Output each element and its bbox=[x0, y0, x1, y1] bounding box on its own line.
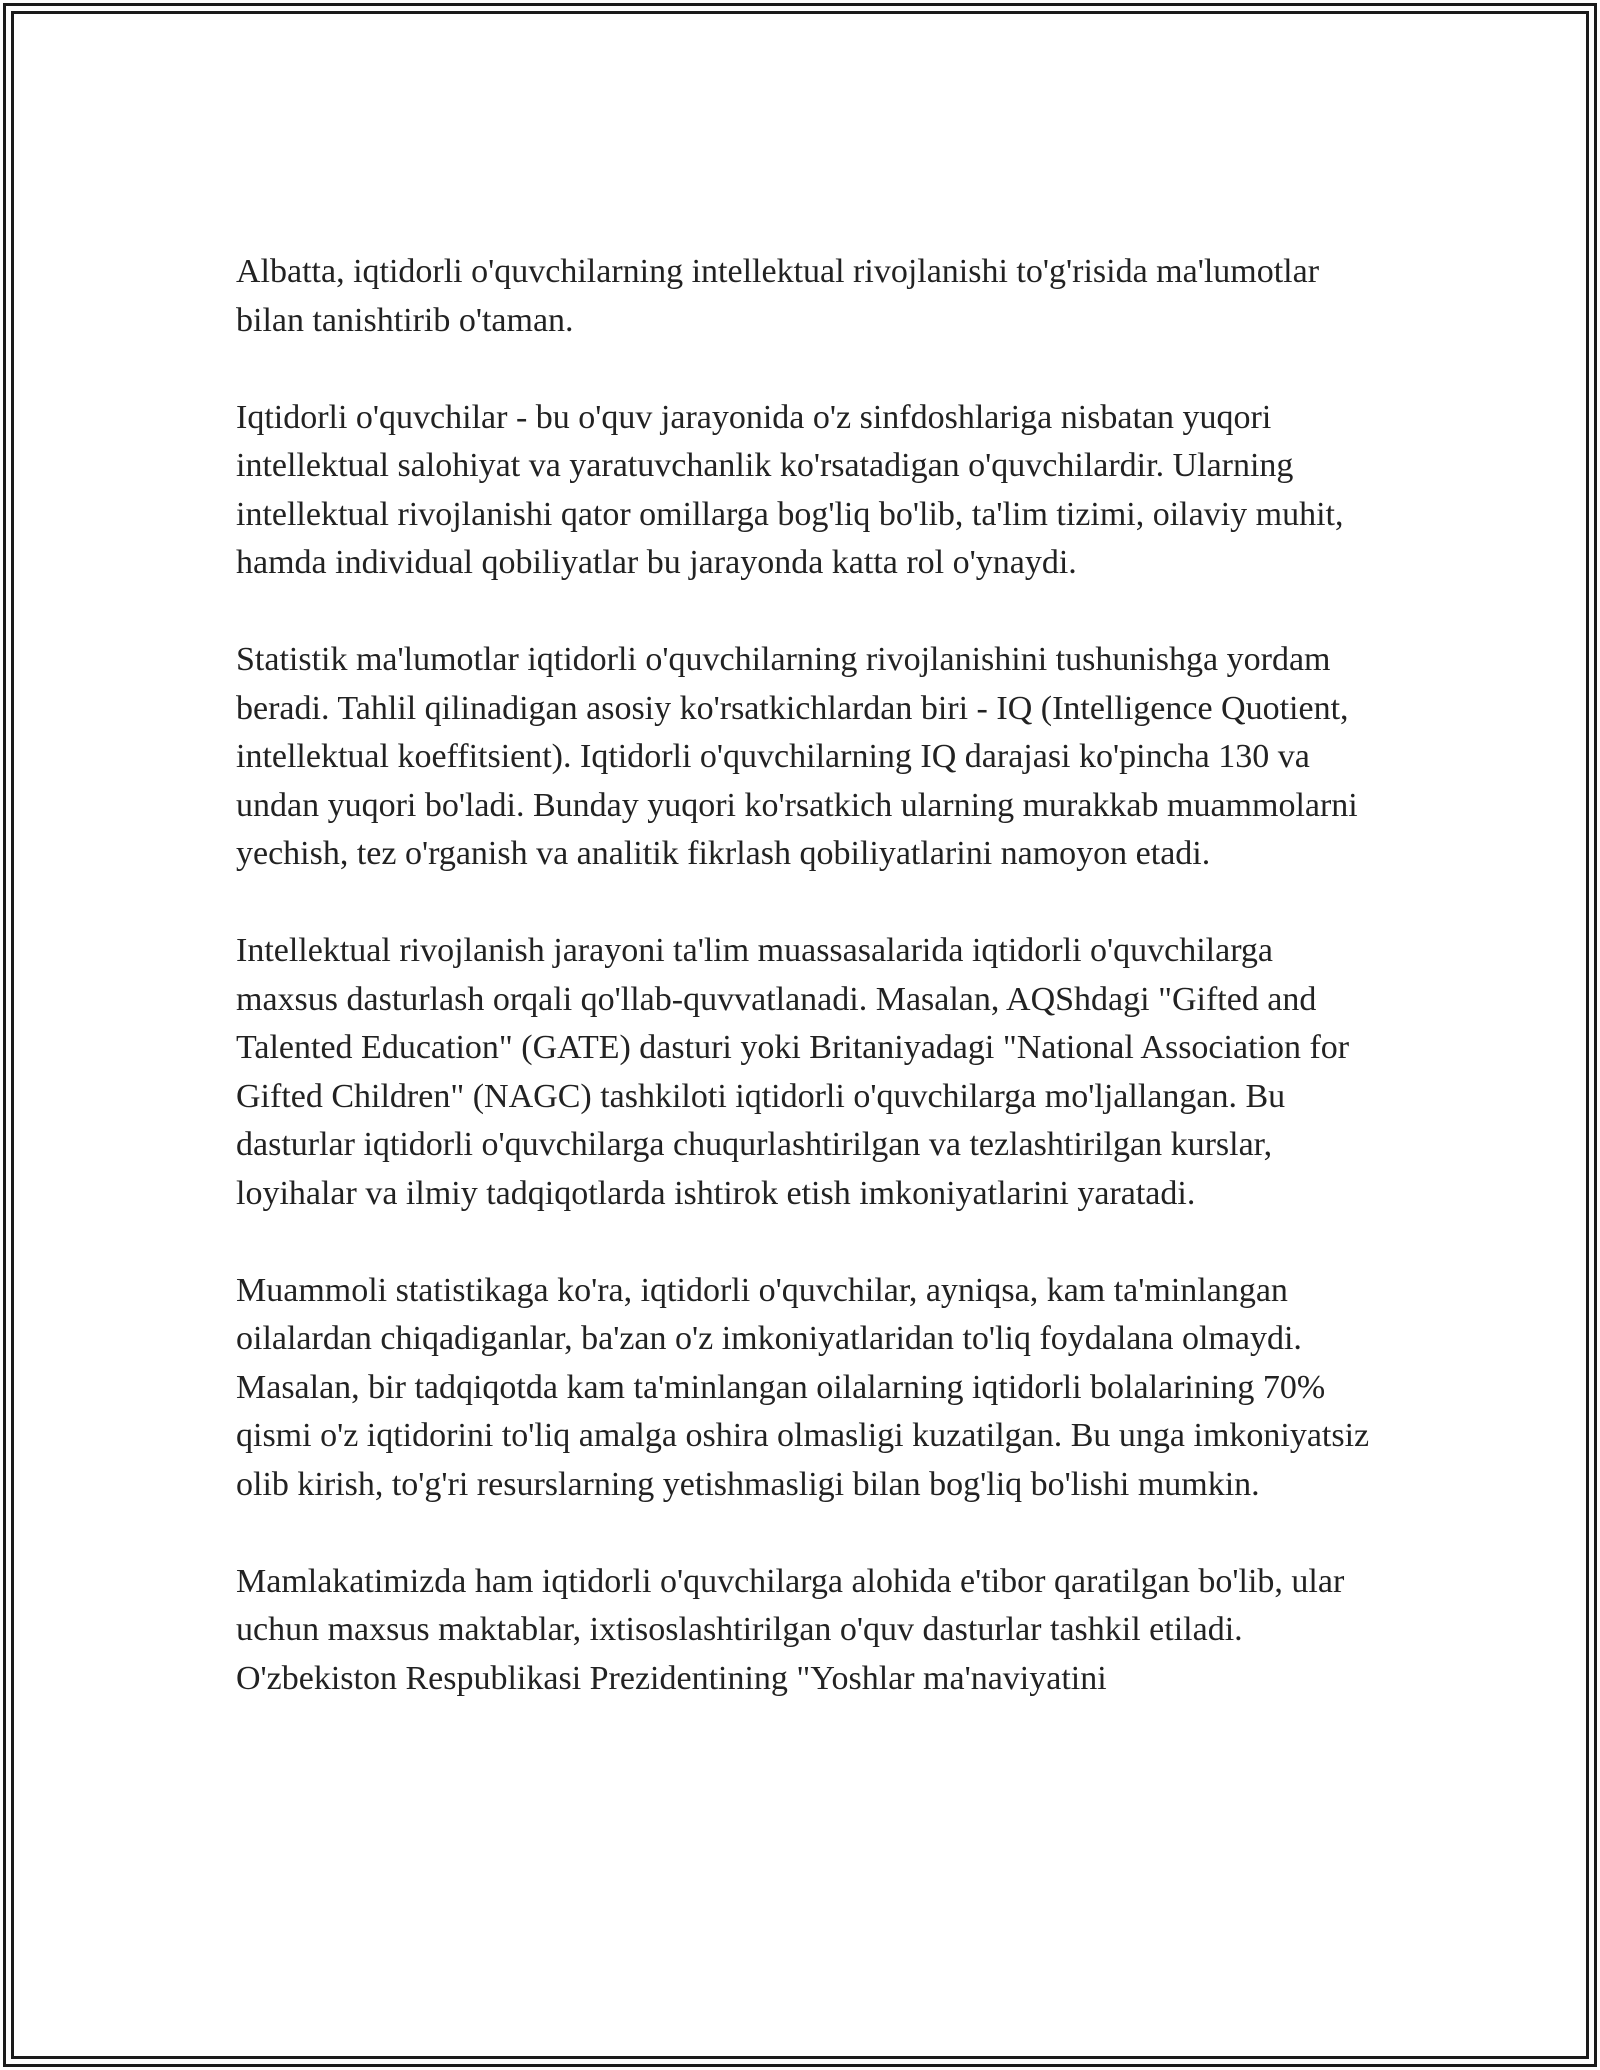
document-body bbox=[236, 248, 1376, 1703]
paragraph-definition: Iqtidorli o'quvchilar - bu o'quv jarayonida o'z sinfdoshlariga nisbatan yuqori intellektual salohiyat va yaratuvchanlik ko'rsatadigan o'quvchilardir. Ularning intellektual rivojlanishi qator omillarga bog'liq bo'lib, ta'lim tizimi, oilaviy muhit, hamda individual qobiliyatlar bu jarayonda katta rol o'ynaydi. bbox=[236, 398, 1344, 581]
paragraph-intro: Albatta, iqtidorli o'quvchilarning intellektual rivojlanishi to'g'risida ma'lumotlar bilan tanishtirib o'taman. bbox=[236, 253, 1320, 339]
paragraph-problem-statistics: Muammoli statistikaga ko'ra, iqtidorli o'quvchilar, ayniqsa, kam ta'minlangan oilalardan chiqadiganlar, ba'zan o'z imkoniyatlaridan to'liq foydalana olmaydi. Masalan, bir tadqiqotda kam ta'minlangan oilalarning iqtidorli bolalarining 70% qismi o'z iqtidorini to'liq amalga oshira olmasligi kuzatilgan. Bu unga imkoniyatsiz olib kirish, to'g'ri resurslarning yetishmasligi bilan bog'liq bo'lishi mumkin. bbox=[236, 1271, 1370, 1503]
paragraph-statistics-iq: Statistik ma'lumotlar iqtidorli o'quvchilarning rivojlanishini tushunishga yordam beradi. Tahlil qilinadigan asosiy ko'rsatkichlardan biri - IQ (Intelligence Quotient, intellektual koeffitsient). Iqtidorli o'quvchilarning IQ darajasi ko'pincha 130 va undan yuqori bo'ladi. Bunday yuqori ko'rsatkich ularning murakkab muammolarni yechish, tez o'rganish va analitik fikrlash qobiliyatlarini namoyon etadi. bbox=[236, 641, 1358, 872]
paragraph-uzbekistan: Mamlakatimizda ham iqtidorli o'quvchilarga alohida e'tibor qaratilgan bo'lib, ular uchun maxsus maktablar, ixtisoslashtirilgan o'quv dasturlar tashkil etiladi. O'zbekiston Respublikasi Prezidentining "Yoshlar ma'naviyatini bbox=[236, 1562, 1345, 1697]
paragraph-programs: Intellektual rivojlanish jarayoni ta'lim muassasalarida iqtidorli o'quvchilarga maxsus dasturlash orqali qo'llab-quvvatlanadi. Masalan, AQShdagi "Gifted and Talented Education" (GATE) dasturi yoki Britaniyadagi "National Association for Gifted Children" (NAGC) tashkiloti iqtidorli o'quvchilarga mo'ljallangan. Bu dasturlar iqtidorli o'quvchilarga chuqurlashtirilgan va tezlashtirilgan kurslar, loyihalar va ilmiy tadqiqotlarda ishtirok etish imkoniyatlarini yaratadi. bbox=[236, 932, 1350, 1212]
